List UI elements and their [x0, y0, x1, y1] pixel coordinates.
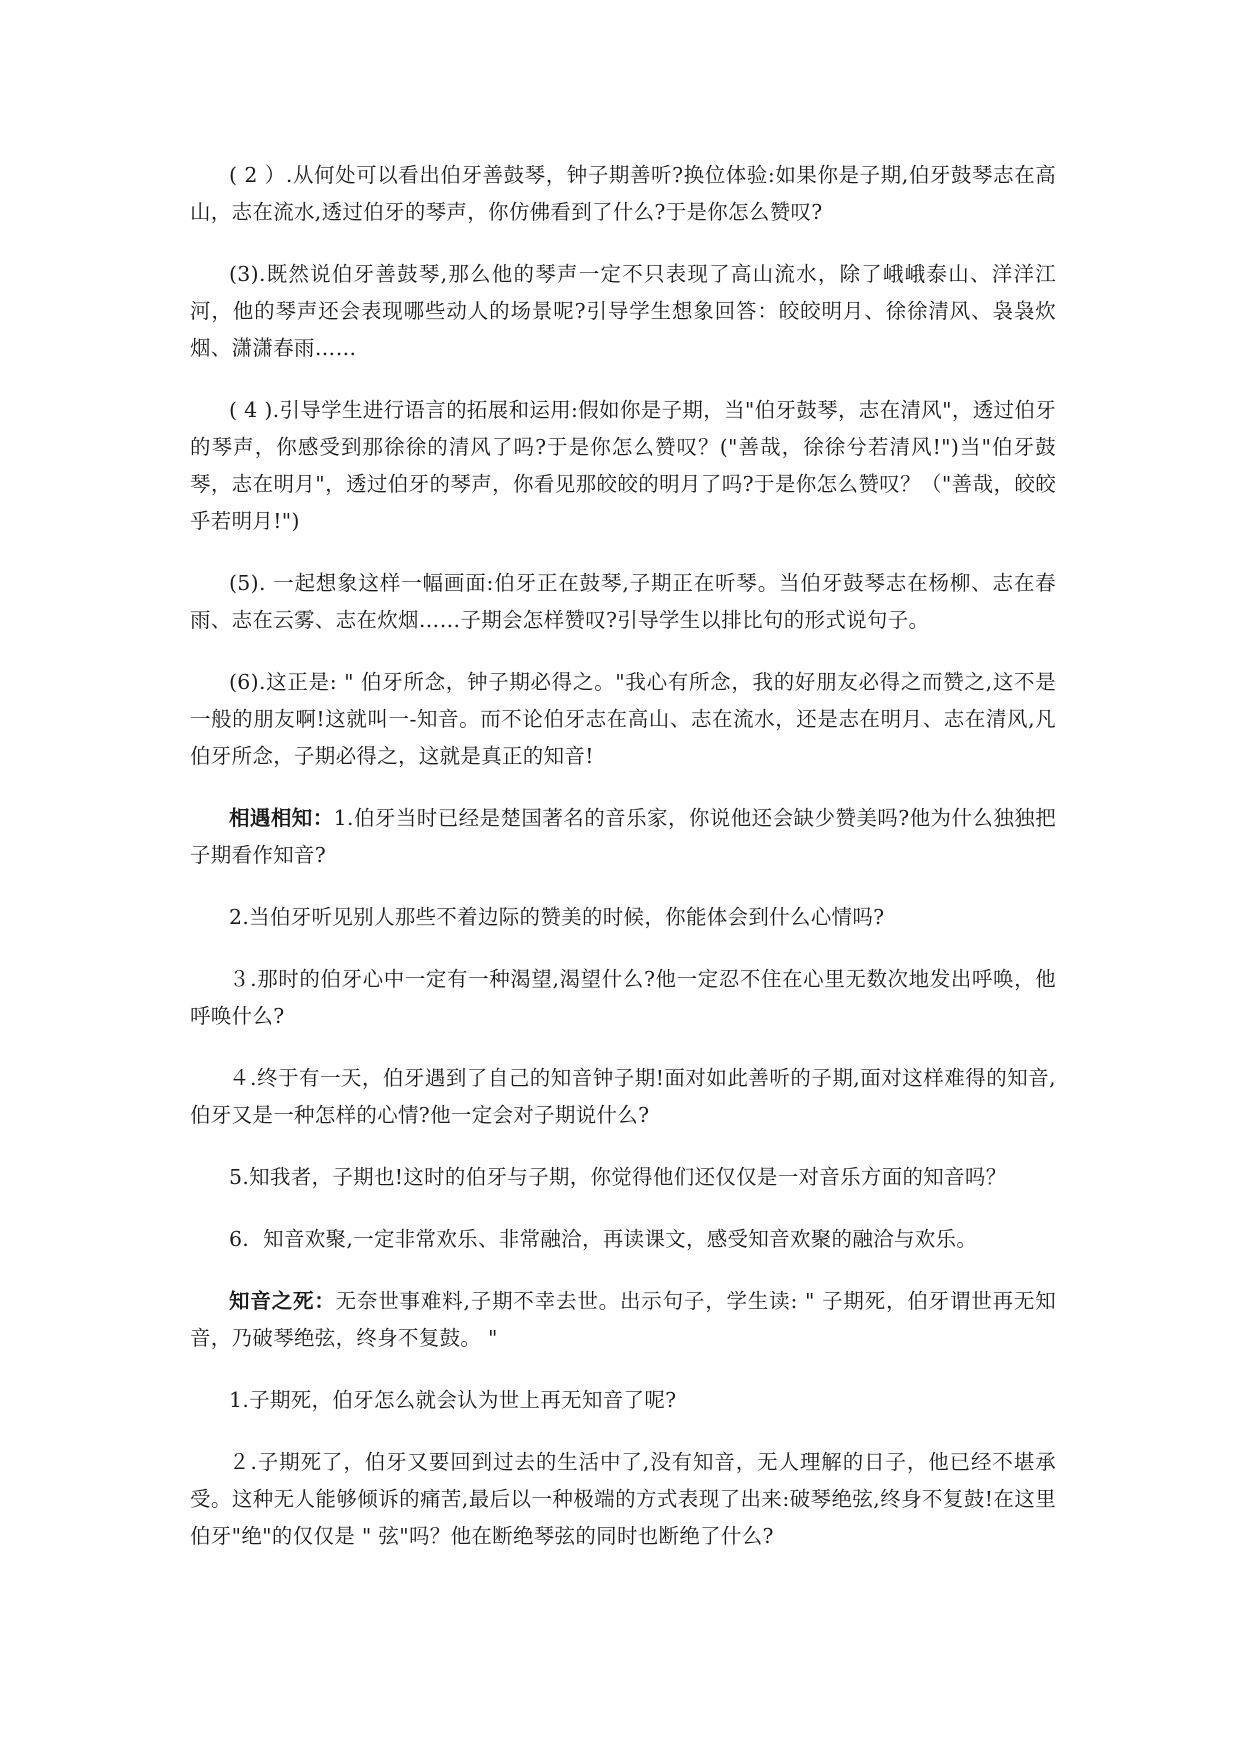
death-question-1	[190, 1382, 1056, 1419]
paragraph-text: (5). 一起想象这样一幅画面:伯牙正在鼓琴,子期正在听琴。当伯牙鼓琴志在杨柳、志在春雨、志在云雾、志在炊烟……子期会怎样赞叹?引导学生以排比句的形式说句子。	[190, 571, 1056, 632]
paragraph-6	[190, 664, 1056, 775]
paragraph-text: 无奈世事难料,子期不幸去世。出示句子，学生读: " 子期死，伯牙谓世再无知音，乃破琴绝弦，终身不复鼓。 "	[190, 1289, 1057, 1350]
paragraph-text: ３.那时的伯牙心中一定有一种渴望,渴望什么?他一定忍不住在心里无数次地发出呼唤，他呼唤什么?	[190, 967, 1056, 1028]
paragraph-text: ２.子期死了，伯牙又要回到过去的生活中了,没有知音，无人理解的日子，他已经不堪承受。这种无人能够倾诉的痛苦,最后以一种极端的方式表现了出来:破琴绝弦,终身不复鼓!在这里伯牙"绝"的仅仅是 " 弦"吗？他在断绝琴弦的同时也断绝了什么?	[190, 1450, 1056, 1548]
paragraph-text: ( 4 ).引导学生进行语言的拓展和运用:假如你是子期，当"伯牙鼓琴，志在清风"，透过伯牙的琴声，你感受到那徐徐的清风了吗?于是你怎么赞叹？("善哉，徐徐兮若清风!")当"伯牙鼓琴，志在明月"，透过伯牙的琴声，你看见那皎皎的明月了吗?于是你怎么赞叹？（"善哉，皎皎乎若明月!")	[190, 398, 1056, 533]
question-3	[190, 961, 1056, 1035]
paragraph-4	[190, 392, 1056, 540]
paragraph-text: 1.子期死，伯牙怎么就会认为世上再无知音了呢?	[229, 1388, 677, 1412]
paragraph-text: ( 2 ）.从何处可以看出伯牙善鼓琴，钟子期善听?换位体验:如果你是子期,伯牙鼓琴志在高山，志在流水,透过伯牙的琴声，你仿佛看到了什么?于是你怎么赞叹?	[190, 163, 1056, 224]
section-meet-paragraph	[190, 800, 1056, 874]
question-2	[190, 899, 1056, 936]
question-4	[190, 1060, 1056, 1134]
paragraph-3	[190, 256, 1056, 367]
paragraph-5	[190, 565, 1056, 639]
paragraph-text: 1.伯牙当时已经是楚国著名的音乐家，你说他还会缺少赞美吗?他为什么独独把子期看作知音?	[190, 806, 1057, 867]
question-6	[190, 1221, 1056, 1258]
paragraph-text: 6．知音欢聚,一定非常欢乐、非常融洽，再读课文，感受知音欢聚的融洽与欢乐。	[229, 1227, 978, 1251]
paragraph-text: ４.终于有一天，伯牙遇到了自己的知音钟子期!面对如此善听的子期,面对这样难得的知音,伯牙又是一种怎样的心情?他一定会对子期说什么?	[190, 1066, 1056, 1127]
question-5	[190, 1159, 1056, 1196]
paragraph-text: 5.知我者，子期也!这时的伯牙与子期，你觉得他们还仅仅是一对音乐方面的知音吗？	[229, 1165, 1007, 1189]
death-question-2	[190, 1444, 1056, 1555]
section-death-paragraph	[190, 1283, 1056, 1357]
section-heading: 相遇相知：	[229, 806, 334, 830]
paragraph-text: (6).这正是: " 伯牙所念，钟子期必得之。"我心有所念，我的好朋友必得之而赞之,这不是一般的朋友啊!这就叫一-知音。而不论伯牙志在高山、志在流水，还是志在明月、志在清风,凡伯牙所念，子期必得之，这就是真正的知音!	[190, 670, 1056, 768]
paragraph-text: (3).既然说伯牙善鼓琴,那么他的琴声一定不只表现了高山流水，除了峨峨泰山、洋洋江河，他的琴声还会表现哪些动人的场景呢?引导学生想象回答：皎皎明月、徐徐清风、袅袅炊烟、潇潇春雨……	[190, 262, 1056, 360]
paragraph-2	[190, 157, 1056, 231]
paragraph-text: 2.当伯牙听见别人那些不着边际的赞美的时候，你能体会到什么心情吗?	[229, 905, 885, 929]
document-page	[190, 157, 1056, 1555]
section-heading: 知音之死：	[229, 1289, 336, 1313]
